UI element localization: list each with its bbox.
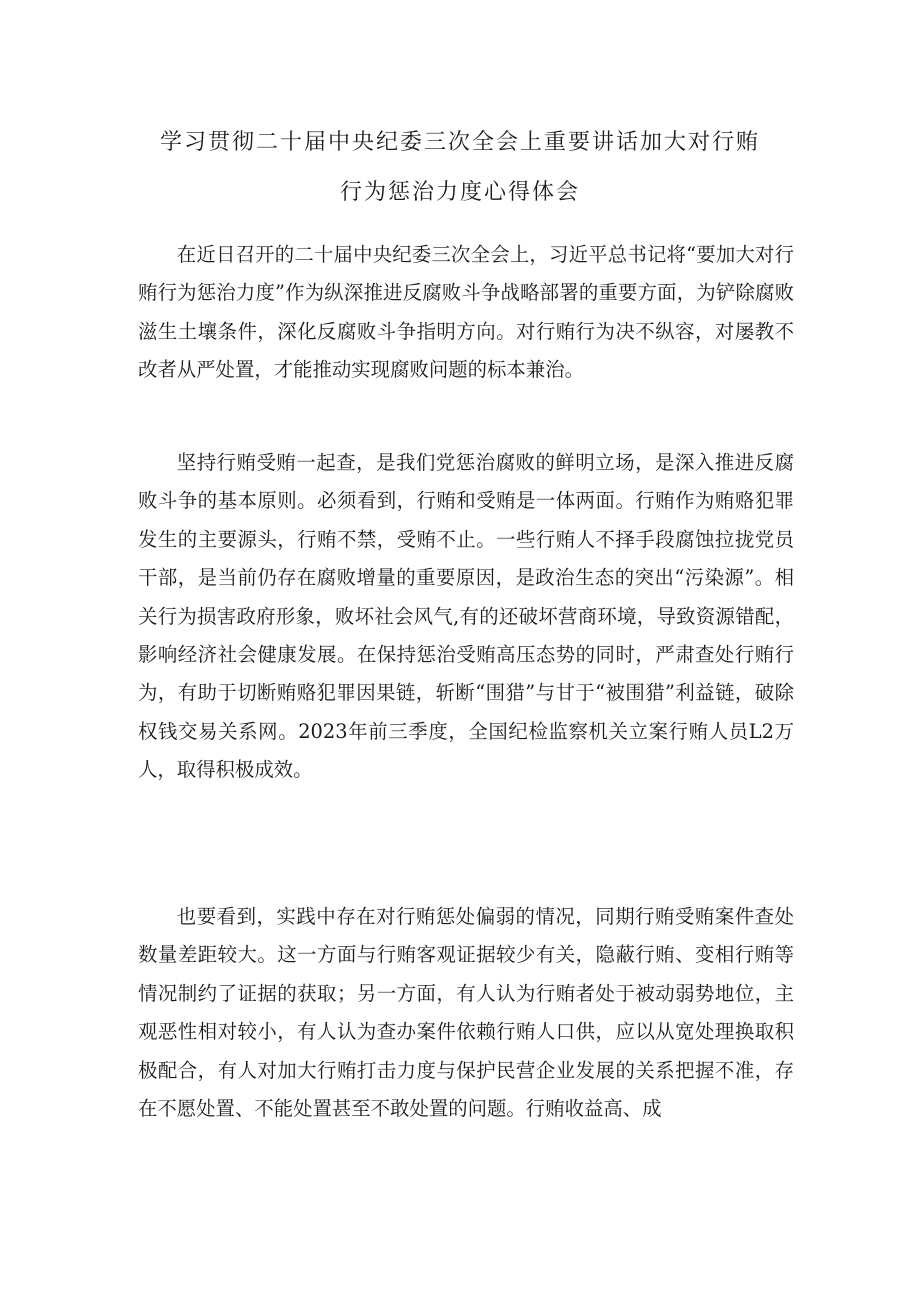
title-line-1: 学习贯彻二十届中央纪委三次全会上重要讲话加大对行贿 — [159, 130, 760, 155]
title-line-2: 行为惩治力度心得体会 — [339, 180, 580, 205]
document-title — [100, 118, 820, 218]
paragraph-3: 也要看到，实践中存在对行贿惩处偏弱的情况，同期行贿受贿案件查处数量差距较大。这一方面与行贿客观证据较少有关，隐蔽行贿、变相行贿等情况制约了证据的获取；另一方面，有人认为行贿者处于被动弱势地位，主观恶性相对较小，有人认为查办案件依赖行贿人口供，应以从宽处理换取积极配合，有人对加大行贿打击力度与保护民营企业发展的关系把握不准，存在不愿处置、不能处置甚至不敢处置的问题。行贿收益高、成 — [138, 905, 794, 1121]
paragraph-1: 在近日召开的二十届中央纪委三次全会上，习近平总书记将“要加大对行贿行为惩治力度”作为纵深推进反腐败斗争战略部署的重要方面，为铲除腐败滋生土壤条件，深化反腐败斗争指明方向。对行贿行为决不纵容，对屡教不改者从严处置，才能推动实现腐败问题的标本兼治。 — [138, 243, 794, 382]
paragraph-2: 坚持行贿受贿一起查，是我们党惩治腐败的鲜明立场，是深入推进反腐败斗争的基本原则。必须看到，行贿和受贿是一体两面。行贿作为贿赂犯罪发生的主要源头，行贿不禁，受贿不止。一些行贿人不择手段腐蚀拉拢党员干部，是当前仍存在腐败增量的重要原因，是政治生态的突出“污染源”。相关行为损害政府形象，败坏社会风气,有的还破坏营商环境，导致资源错配，影响经济社会健康发展。在保持惩治受贿高压态势的同时，严肃查处行贿行为，有助于切断贿赂犯罪因果链，斩断“围猎”与甘于“被围猎”利益链，破除权钱交易关系网。2023年前三季度，全国纪检监察机关立案行贿人员L2万人，取得积极成效。 — [138, 451, 794, 782]
